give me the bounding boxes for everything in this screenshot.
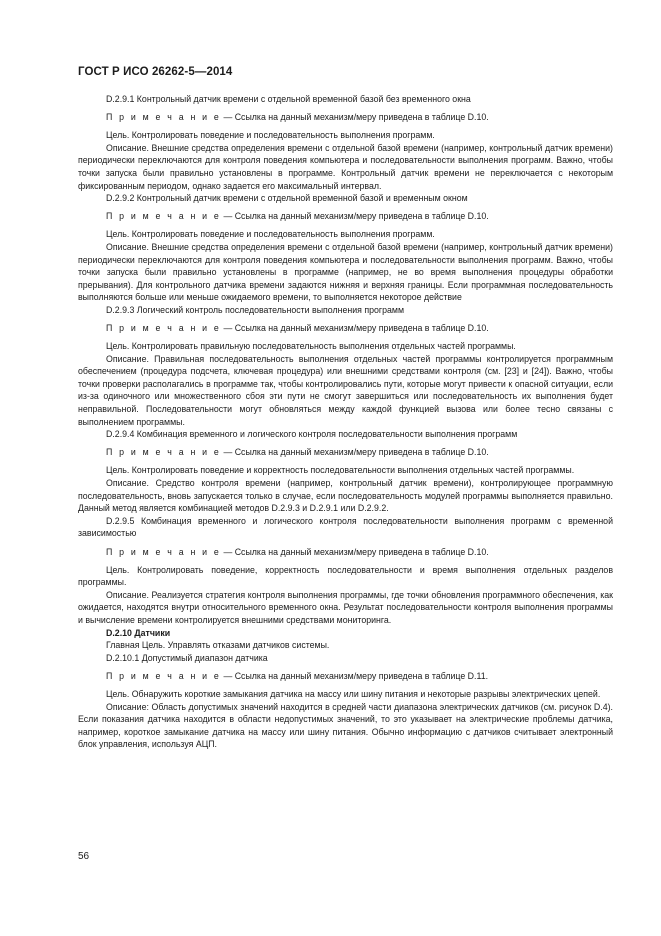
note-label: П р и м е ч а н и е [106,670,222,681]
body-paragraph: Цель. Контролировать поведение и корректность последовательности выполнения отдельных частей программы. [106,465,575,476]
section-heading: D.2.10.1 Допустимый диапазон датчика [106,652,268,663]
note-label: П р и м е ч а н и е [106,546,222,557]
body-paragraph: Цель. Контролировать поведение, корректность последовательности и время выполнения отдельных разделов программы. [78,564,613,588]
note-text: — Ссылка на данный механизм/меру приведена в таблице D.10. [221,546,489,557]
page-number: 56 [78,851,90,862]
body-paragraph: Описание. Средство контроля времени (например, контрольный датчик времени), контролирующее программную последовательность, вновь запускается только в случае, если последовательность модулей программы выполняется правильно. Данный метод является комбинацией методов D.2.9.3 и D.2.9.1 или D.2.9.2. [78,478,613,514]
body-paragraph: Описание. Правильная последовательность выполнения отдельных частей программы контролируется программным обеспечением (процедура подсчета, ключевая процедура) или внешними средствами контроля (см. [23] и [24]). Важно, чтобы точки проверки располагались в программе так, чтобы контролировались пути, которые могут привести к опасной ситуации, если из-за одиночного или множественного сбоя эти пути не смогут завершиться или последовательность их выполнения будет неправильной. Последовательности могут обновляться между каждой функцией вызова или более тесно связаны с выполнением программы. [78,353,613,427]
body-paragraph: Описание: Область допустимых значений находится в средней части диапазона электрических датчиков (см. рисунок D.4). Если показания датчика находится в области недопустимых значений, то это указывает на электрические проблемы датчика, например, короткое замыкание датчика на массу или шину питания. Обычно информацию с датчиков считывает электронный блок управления, используя АЦП. [78,701,613,750]
table-reference-note [78,111,613,124]
body-paragraph: Описание. Внешние средства определения времени с отдельной базой времени (например, контрольный датчик времени) периодически переключаются для контроля поведения компьютера и последовательности выполнения программ. Важно, чтобы точки запуска были правильно установлены в программе (например, не во время выполнения процедуры обработки прерывания). Для контрольного датчика времени задаются нижняя и верхняя границы. Если программная последовательность выполняются больше или меньше ожидаемого времени, то выполняется некоторое действие [78,241,613,303]
body-paragraph: Цель. Контролировать поведение и последовательность выполнения программ. [106,130,435,141]
document-body [78,93,613,751]
note-text: — Ссылка на данный механизм/меру приведена в таблице D.10. [221,211,489,222]
body-paragraph: Описание. Внешние средства определения времени с отдельной базой времени (например, контрольный датчик времени) периодически переключаются для контроля поведения компьютера и последовательности выполнения программ. Важно, чтобы точки запуска были правильно установлены в программе. Контрольный датчик времени не переключается с некоторым фиксированным периодом, однако задается его максимальный интервал. [78,142,613,191]
note-text: — Ссылка на данный механизм/меру приведена в таблице D.11. [221,670,489,681]
table-reference-note [78,322,613,335]
body-paragraph: D.2.9.5 Комбинация временного и логического контроля последовательности выполнения программ с временной зависимостью [78,515,613,539]
section-heading: D.2.10 Датчики [106,627,171,638]
section-heading: D.2.9.3 Логический контроль последовательности выполнения программ [106,304,404,315]
note-text: — Ссылка на данный механизм/меру приведена в таблице D.10. [221,447,489,458]
table-reference-note [78,210,613,223]
section-heading: Главная Цель. Управлять отказами датчиков системы. [106,640,330,651]
section-heading: D.2.9.1 Контрольный датчик времени с отдельной временной базой без временного окна [106,94,471,104]
section-heading: D.2.9.2 Контрольный датчик времени с отдельной временной базой и временным окном [106,193,468,204]
note-label: П р и м е ч а н и е [106,447,222,458]
body-paragraph: Цель. Контролировать правильную последовательность выполнения отдельных частей программы. [106,341,516,352]
body-paragraph: Описание. Реализуется стратегия контроля выполнения программы, где точки обновления программного обеспечения, как ожидается, находятся внутри относительного временного окна. Результат последовательности контроля выполнения программы и вычисление времени контролируется внешними средствами мониторинга. [78,589,613,625]
section-heading: D.2.9.4 Комбинация временного и логического контроля последовательности выполнения программ [106,429,518,440]
table-reference-note [78,546,613,559]
body-paragraph: Цель. Обнаружить короткие замыкания датчика на массу или шину питания и некоторые разрывы электрических цепей. [106,688,601,699]
note-text: — Ссылка на данный механизм/меру приведена в таблице D.10. [221,112,489,123]
table-reference-note [78,446,613,459]
note-label: П р и м е ч а н и е [106,323,222,333]
note-label: П р и м е ч а н и е [106,112,222,123]
note-text: — Ссылка на данный механизм/меру приведена в таблице D.10. [221,323,489,333]
body-paragraph: Цель. Контролировать поведение и последовательность выполнения программ. [106,229,435,240]
document-header: ГОСТ Р ИСО 26262-5—2014 [78,66,233,78]
note-label: П р и м е ч а н и е [106,211,222,222]
table-reference-note [78,670,613,683]
